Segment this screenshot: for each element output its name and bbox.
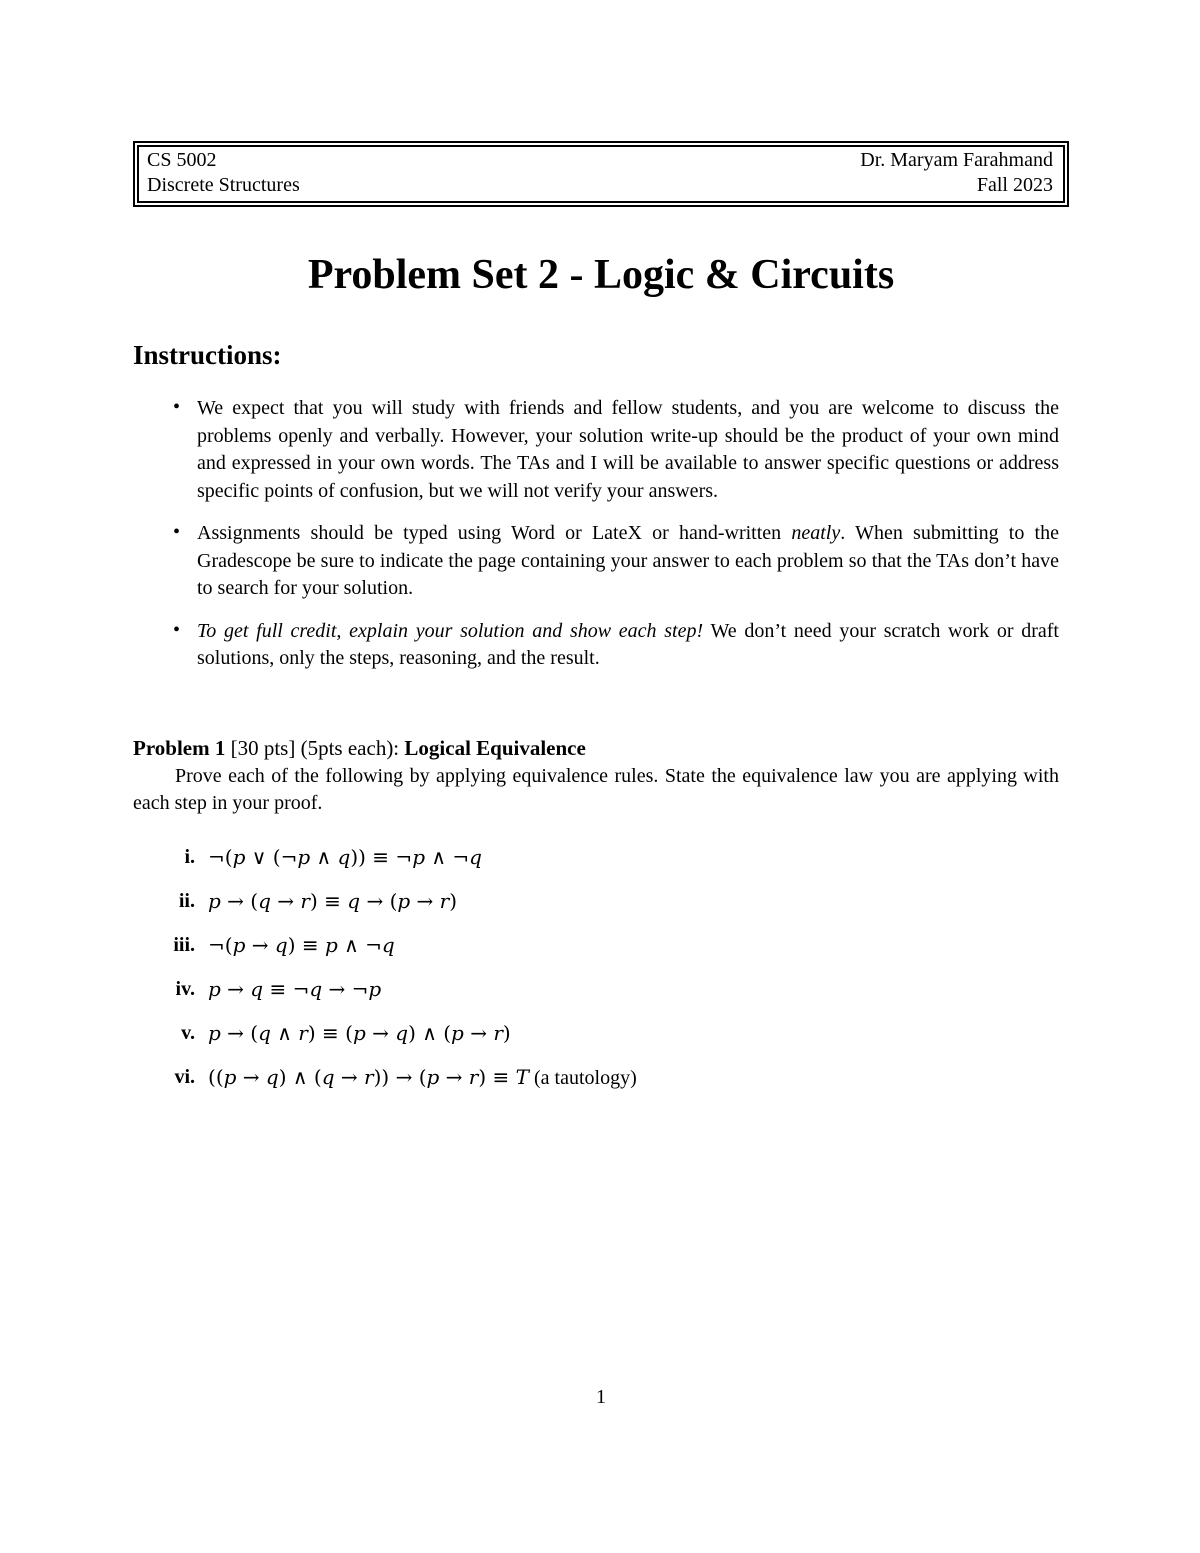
equivalence-item [133,1065,637,1090]
text-run: [30 pts] (5pts each): [230,736,405,760]
item-expression: p → (q → r) ≡ q → (p → r) [208,889,458,913]
problem1-section [133,735,1059,818]
equivalence-item [133,845,637,869]
text-run: We expect that you will study with friends and fellow students, and you are welcome to discuss the problems openly and verbally. However, your solution write-up should be the product of your own mind and expressed in your own words. The TAs and I will be available to answer specific questions or address specific points of confusion, but we will not verify your answers. [197,397,1059,502]
item-suffix: (a tautology) [529,1067,637,1089]
item-label: iv. [175,978,195,1000]
problem1-description: Prove each of the following by applying equivalence rules. State the equivalence law you are applying with each step in your proof. [133,764,1059,814]
item-label: ii. [178,890,195,912]
text-run: . When submitting to the Gradescope be sure to indicate the page containing your answer to each problem so that the TAs don’t have to search for your solution. [197,522,1059,599]
course-code: CS 5002 [147,149,217,171]
item-expression: p → (q ∧ r) ≡ (p → q) ∧ (p → r) [208,1021,511,1045]
instructions-list [133,395,1059,688]
item-expression: ¬(p → q) ≡ p ∧ ¬q [208,933,395,957]
page-number: 1 [596,1386,606,1408]
item-label: i. [184,846,195,868]
item-label: v. [181,1022,195,1044]
equivalence-item [133,1021,637,1045]
item-expression: ((p → q) ∧ (q → r)) → (p → r) ≡ T (a tautology) [208,1065,637,1089]
text-run: Logical Equivalence [404,736,586,760]
item-expression: p → q ≡ ¬q → ¬p [208,977,382,1001]
text-run: Problem 1 [133,736,231,760]
term: Fall 2023 [976,174,1053,196]
course-name: Discrete Structures [147,174,300,196]
instructions-heading: Instructions: [133,340,282,370]
equivalence-item [133,933,637,957]
instructor-info [860,148,1053,198]
text-run: We don’t need your scratch work or draft solutions, only the steps, reasoning, and the result. [197,619,1059,669]
text-run: neatly [791,522,841,544]
course-header-box [133,141,1069,207]
equivalence-item [133,977,637,1001]
instruction-bullet [133,520,1059,603]
item-label: vi. [174,1066,195,1088]
course-header-inner [137,145,1065,203]
equivalence-item [133,889,637,913]
item-expression: ¬(p ∨ (¬p ∧ q)) ≡ ¬p ∧ ¬q [208,845,482,869]
item-label: iii. [173,934,195,956]
instructor-name: Dr. Maryam Farahmand [860,149,1053,171]
problem1-items [133,845,637,1110]
course-info [147,148,300,198]
instruction-bullet [133,395,1059,505]
text-run: Assignments should be typed using Word or LateX or hand-written [197,522,792,544]
page-title: Problem Set 2 - Logic & Circuits [307,252,895,298]
text-run: To get full credit, explain your solution and show each step! [197,619,704,642]
instruction-bullet [133,618,1059,673]
problem1-heading [133,735,1059,763]
